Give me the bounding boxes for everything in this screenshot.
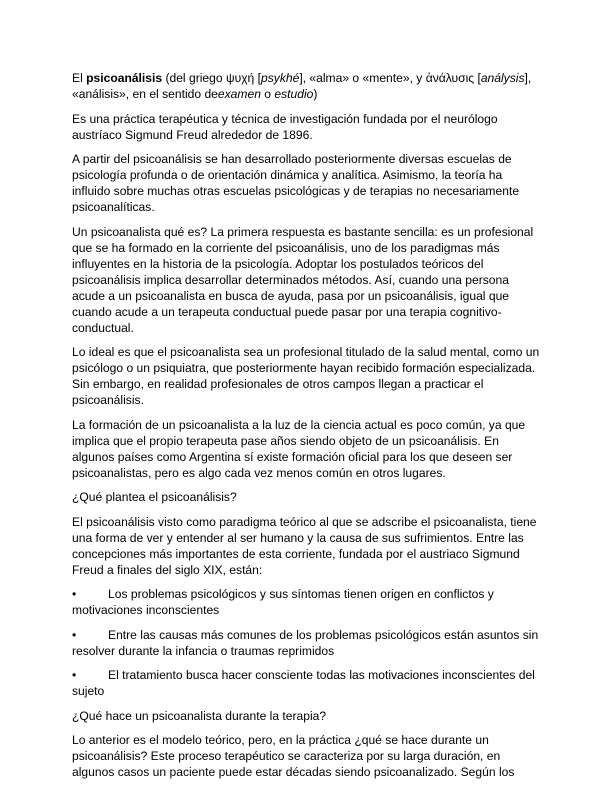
bullet-item	[72, 667, 542, 699]
intro-text: ], «análisis», en el sentido de	[72, 71, 532, 101]
bullet-marker: •	[72, 668, 77, 682]
bullet-item	[72, 586, 542, 618]
intro-text: ], «alma» o «mente», y ἀνάλυσις [	[299, 71, 481, 85]
intro-text: o	[260, 87, 275, 101]
bullet-text: Los problemas psicológicos y sus síntomas tienen origen en conflictos y motivaciones inconscientes	[72, 587, 494, 617]
paragraph-theory: El psicoanálisis visto como paradigma teórico al que se adscribe el psicoanalista, tiene una forma de ver y entender al ser humano y la causa de sus sufrimientos. Entre las concepciones más importantes de esta corriente, fundada por el austriaco Sigmund Freud a finales del siglo XIX, están:	[72, 514, 537, 577]
intro-italic: estudio	[274, 87, 314, 101]
intro-italic: examen	[217, 87, 261, 101]
bullet-item	[72, 627, 542, 659]
intro-paragraph	[72, 70, 542, 102]
bullet-text: El tratamiento busca hacer consciente todas las motivaciones inconscientes del sujeto	[72, 668, 535, 698]
paragraph-definition: Es una práctica terapéutica y técnica de investigación fundada por el neurólogo austríaco Sigmund Freud alrededor de 1896.	[72, 111, 498, 142]
question-heading-1: ¿Qué plantea el psicoanálisis?	[72, 490, 237, 504]
intro-text: (del griego ψυχή [	[162, 71, 261, 85]
document-body	[72, 70, 542, 789]
intro-text: El	[72, 71, 87, 85]
bullet-marker: •	[72, 587, 77, 601]
paragraph-what-is-psychoanalyst: Un psicoanalista qué es? La primera respuesta es bastante sencilla: es un profesional que se ha formado en la corriente del psicoanálisis, uno de los paradigmas más influyentes en la historia de la psicología. Adoptar los postulados teóricos del psicoanálisis implica desarrollar determinados métodos. Así, cuando una persona acude a un psicoanalista en busca de ayuda, pasa por un psicoanálisis, igual que cuando acude a un terapeuta conductual puede pasar por una terapia cognitivo-conductual.	[72, 224, 534, 335]
intro-italic: análysis	[480, 71, 525, 85]
paragraph-ideal-professional: Lo ideal es que el psicoanalista sea un profesional titulado de la salud mental, como un psicólogo o un psiquiatra, que posteriormente hayan recibido formación especializada. Sin embargo, en realidad profesionales de otros campos llegan a practicar el psicoanálisis.	[72, 345, 540, 407]
paragraph-training: La formación de un psicoanalista a la luz de la ciencia actual es poco común, ya que implica que el propio terapeuta pase años siendo objeto de un psicoanálisis. En algunos países como Argentina sí existe formación oficial para los que deseen ser psicoanalistas, pero es algo cada vez menos común en otros lugares.	[72, 417, 526, 480]
intro-term-bold: psicoanálisis	[86, 71, 163, 85]
bullet-text: Entre las causas más comunes de los problemas psicológicos están asuntos sin resolver durante la infancia o traumas reprimidos	[72, 627, 539, 658]
question-heading-2: ¿Qué hace un psicoanalista durante la terapia?	[72, 708, 327, 723]
intro-text: )	[313, 87, 318, 101]
bullet-marker: •	[72, 627, 77, 642]
paragraph-therapy: Lo anterior es el modelo teórico, pero, en la práctica ¿qué se hace durante un psicoanálisis? Este proceso terapéutico se caracteriza por su larga duración, en algunos casos un paciente puede estar décadas siendo psicoanalizado. Según los	[72, 733, 515, 779]
paragraph-schools: A partir del psicoanálisis se han desarrollado posteriormente diversas escuelas de psicología profunda o de orientación dinámica y analítica. Asimismo, la teoría ha influido sobre muchas otras escuelas psicológicas y de terapias no necesariamente psicoanalíticas.	[72, 152, 520, 214]
intro-italic: psykhé	[261, 71, 300, 85]
